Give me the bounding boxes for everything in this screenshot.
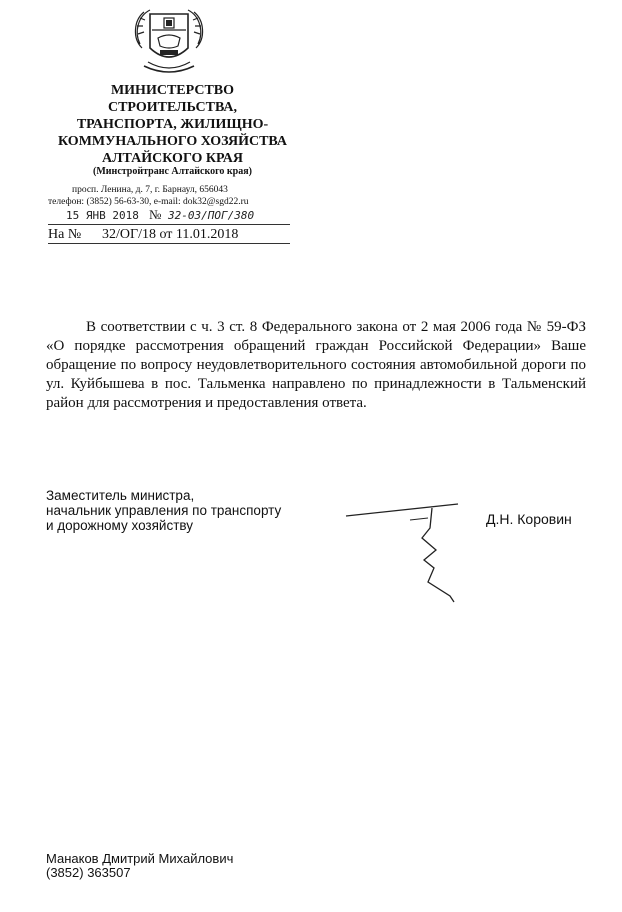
org-name-line-3: ТРАНСПОРТА, ЖИЛИЩНО- xyxy=(76,117,269,132)
org-name-line-2: СТРОИТЕЛЬСТВА, xyxy=(107,100,238,115)
executor-name: Манаков Дмитрий Михайлович xyxy=(46,851,234,866)
signatory-title-line-1: Заместитель министра, xyxy=(46,488,195,503)
registration-number-label: № xyxy=(149,207,162,222)
letter-body xyxy=(46,318,586,413)
org-address: просп. Ленина, д. 7, г. Барнаул, 656043 xyxy=(72,185,228,195)
org-short-name: (Минстройтранс Алтайского края) xyxy=(93,166,252,177)
reference-label: На № xyxy=(48,227,82,242)
executor-phone: (3852) 363507 xyxy=(46,865,131,880)
registration-date: 15 ЯНВ 2018 xyxy=(66,209,139,222)
registration-underline xyxy=(48,224,290,225)
org-name-line-1: МИНИСТЕРСТВО xyxy=(110,83,235,98)
signatory-title-line-3: и дорожному хозяйству xyxy=(46,518,194,533)
letter-paragraph: В соответствии с ч. 3 ст. 8 Федерального закона от 2 мая 2006 года № 59-ФЗ «О порядке рассмотрения обращений граждан Российской Федерации» Ваше обращение по вопросу неудовлетворительного состояния автомобильной дороги по ул. Куйбышева в пос. Тальменка направлено по принадлежности в Тальменский район для рассмотрения и предоставления ответа. xyxy=(46,319,586,411)
signatory-name: Д.Н. Коровин xyxy=(486,511,572,527)
reference-underline xyxy=(48,243,290,244)
org-contacts: телефон: (3852) 56-63-30, e-mail: dok32@sgd22.ru xyxy=(48,197,249,207)
registration-number: 32-03/ПОГ/380 xyxy=(168,209,255,222)
handwritten-signature xyxy=(340,498,470,608)
reference-value: 32/ОГ/18 от 11.01.2018 xyxy=(102,227,239,242)
org-name-line-4: КОММУНАЛЬНОГО ХОЗЯЙСТВА xyxy=(58,134,287,149)
org-name-line-5: АЛТАЙСКОГО КРАЯ xyxy=(101,151,244,166)
coat-of-arms-emblem xyxy=(128,4,210,84)
signatory-title-line-2: начальник управления по транспорту xyxy=(46,503,282,518)
